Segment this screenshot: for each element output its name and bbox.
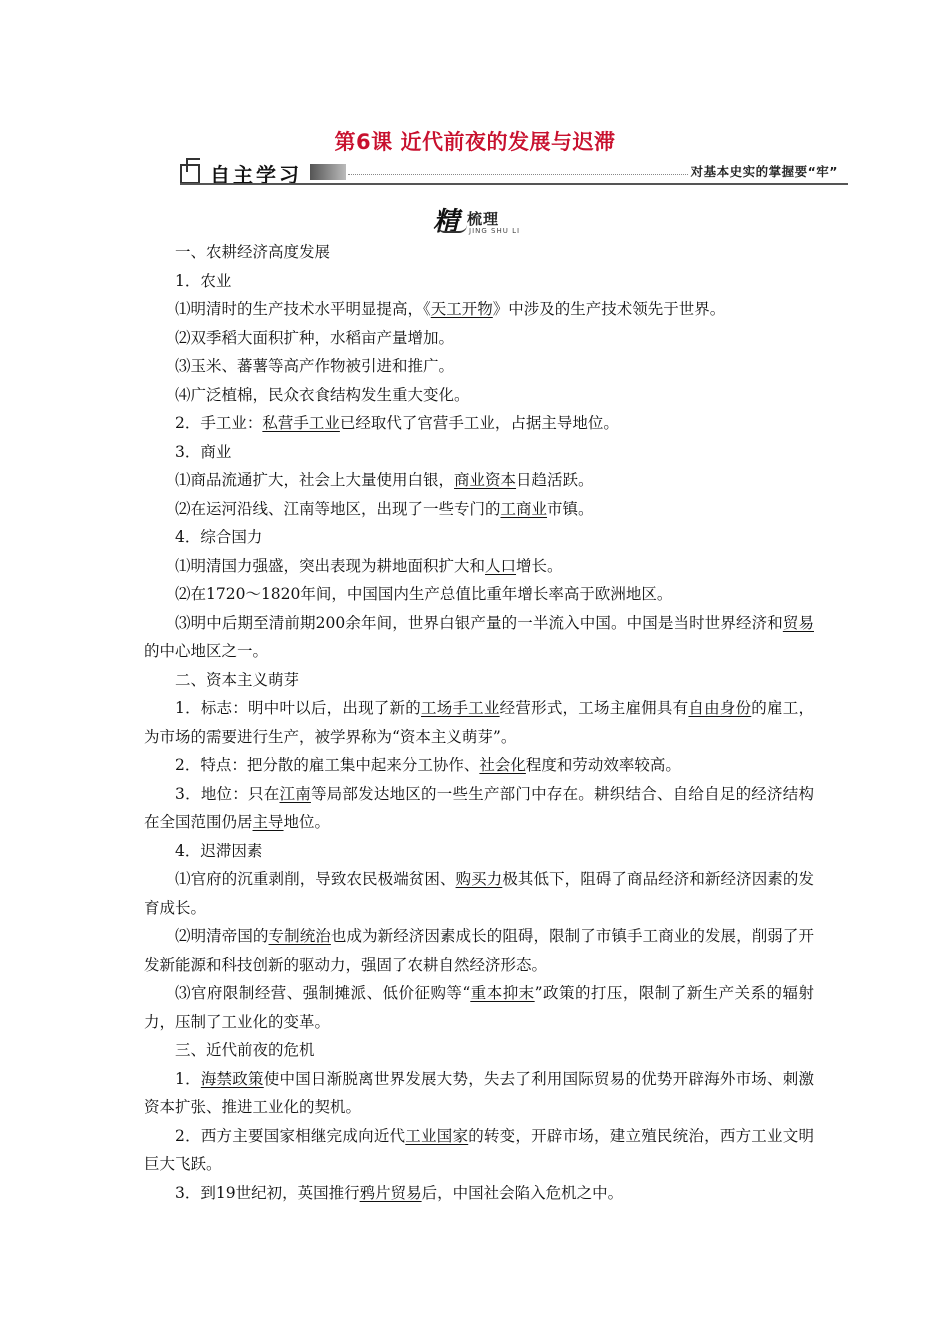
paragraph — [144, 922, 814, 979]
underlined-keyword: 人口 — [485, 556, 517, 575]
section-banner — [180, 158, 848, 186]
paragraph — [144, 438, 814, 467]
underlined-keyword: 购买力 — [455, 870, 503, 888]
text-run: 4．迟滞因素 — [175, 841, 263, 860]
paragraph — [144, 694, 814, 751]
text-run: 等局部发达地区的一些生产部门中存在。耕织结合、自给自足的经济结构在全国范围仍居 — [144, 784, 814, 831]
text-run: 程度和劳动效率较高。 — [525, 756, 681, 774]
paragraph — [144, 552, 814, 581]
underlined-keyword: 工场手工业 — [421, 699, 500, 717]
text-run: 的转变，开辟市场，建立殖民统治，西方工业文明巨大飞跃。 — [144, 1126, 814, 1173]
text-run: 市镇。 — [547, 499, 594, 518]
text-run: 》中涉及的生产技术领先于世界。 — [492, 300, 726, 318]
paragraph — [144, 495, 814, 524]
text-run: ⑴商品流通扩大，社会上大量使用白银， — [175, 471, 455, 489]
jingshuli-logo — [433, 201, 553, 239]
text-run: 2．特点：把分散的雇工集中起来分工协作、 — [175, 756, 480, 774]
paragraph — [144, 324, 814, 353]
text-run: ”政策的打压，限制了新生产关系的辐射力，压制了工业化的变革。 — [144, 984, 814, 1031]
text-run: ⑴明清国力强盛，突出表现为耕地面积扩大和 — [175, 556, 486, 575]
paragraph — [144, 1065, 814, 1122]
paragraph — [144, 466, 814, 495]
paragraph — [144, 1122, 814, 1179]
text-run: 日趋活跃。 — [516, 471, 594, 489]
underlined-keyword: 天工开物 — [430, 300, 493, 318]
text-run: 三、近代前夜的危机 — [175, 1041, 315, 1059]
text-run: ⑶玉米、蕃薯等高产作物被引进和推广。 — [175, 357, 455, 375]
text-run: ⑵明清帝国的 — [175, 927, 269, 945]
text-run: ⑵双季稻大面积扩种，水稻亩产量增加。 — [175, 328, 455, 347]
text-run: ⑶明中后期至清前期200余年间，世界白银产量的一半流入中国。中国是当时世界经济和 — [175, 613, 783, 632]
text-run: ⑷广泛植棉，民众衣食结构发生重大变化。 — [175, 385, 470, 404]
text-run: 使中国日渐脱离世界发展大势，失去了利用国际贸易的优势开辟海外市场、刺激资本扩张、推进工业化的契机。 — [144, 1069, 814, 1116]
paragraph — [144, 837, 814, 866]
underlined-keyword: 海禁政策 — [200, 1069, 264, 1088]
paragraph — [144, 1179, 814, 1208]
text-run: 的中心地区之一。 — [144, 642, 269, 660]
text-run: 增长。 — [516, 556, 563, 575]
text-run: 4．综合国力 — [175, 528, 263, 546]
paragraph — [144, 666, 814, 695]
paragraph — [144, 751, 814, 780]
square-outline-icon — [186, 158, 200, 172]
logo-pinyin: JING SHU LI — [469, 227, 521, 235]
paragraph — [144, 979, 814, 1036]
text-run: 一、农耕经济高度发展 — [175, 243, 331, 261]
paragraph — [144, 267, 814, 296]
text-run: ⑵在运河沿线、江南等地区，出现了一些专门的 — [175, 499, 501, 518]
text-run: 3．地位：只在 — [175, 784, 280, 803]
text-run: ⑶官府限制经营、强制摊派、低价征购等“ — [175, 984, 471, 1002]
logo-big-char: 精 — [433, 207, 460, 237]
section-motto: 对基本史实的掌握要“牢” — [690, 164, 838, 179]
paragraph — [144, 409, 814, 438]
text-run: 2．西方主要国家相继完成向近代 — [175, 1126, 406, 1145]
underlined-keyword: 主导 — [252, 813, 284, 831]
banner-rule — [180, 183, 848, 185]
paragraph — [144, 780, 814, 837]
paragraph — [144, 1036, 814, 1065]
underlined-keyword: 鸦片贸易 — [359, 1183, 422, 1202]
paragraph — [144, 381, 814, 410]
underlined-keyword: 商业资本 — [454, 471, 517, 489]
paragraph — [144, 352, 814, 381]
paragraph — [144, 865, 814, 922]
underlined-keyword: 工业国家 — [405, 1126, 469, 1145]
underlined-keyword: 专制统治 — [268, 927, 331, 945]
text-run: 地位。 — [283, 813, 331, 831]
underlined-keyword: 江南 — [279, 784, 311, 803]
underlined-keyword: 工商业 — [500, 499, 548, 518]
paragraph — [144, 523, 814, 552]
text-run: 3．商业 — [175, 442, 232, 461]
text-run: 的雇工，为市场的需要进行生产，被学界称为“资本主义萌芽”。 — [144, 699, 814, 746]
text-run: 也成为新经济因素成长的阻碍，限制了市镇手工商业的发展，削弱了开发新能源和科技创新的驱动力，强固了农耕自然经济形态。 — [144, 927, 814, 974]
brush-swoosh-icon — [437, 225, 467, 233]
dotted-divider — [348, 174, 688, 175]
text-run: 1．标志：明中叶以后，出现了新的 — [175, 699, 421, 717]
text-run: 经营形式，工场主雇佣具有 — [499, 699, 689, 717]
underlined-keyword: 贸易 — [782, 613, 814, 632]
document-body — [144, 238, 814, 1207]
text-run: 3．到19世纪初，英国推行 — [175, 1183, 360, 1202]
underlined-keyword: 自由身份 — [688, 699, 752, 717]
gradient-bar — [310, 164, 346, 180]
text-run: ⑴明清时的生产技术水平明显提高，《 — [175, 300, 431, 318]
text-run: 1．农业 — [175, 271, 232, 290]
underlined-keyword: 私营手工业 — [262, 414, 340, 432]
text-run: ⑴官府的沉重剥削，导致农民极端贫困、 — [175, 870, 456, 888]
section-heading: 自主学习 — [210, 163, 302, 187]
paragraph — [144, 238, 814, 267]
text-run: 二、资本主义萌芽 — [175, 670, 300, 689]
underlined-keyword: 重本抑末 — [470, 984, 535, 1002]
text-run: ⑵在1720～1820年间，中国国内生产总值比重年增长率高于欧洲地区。 — [175, 585, 673, 603]
logo-text: 梳理 — [467, 210, 500, 228]
underlined-keyword: 社会化 — [479, 756, 526, 774]
text-run: 已经取代了官营手工业，占据主导地位。 — [339, 414, 619, 432]
text-run: 1． — [175, 1069, 201, 1088]
text-run: 后，中国社会陷入危机之中。 — [421, 1183, 624, 1202]
text-run: 极其低下，阻碍了商品经济和新经济因素的发育成长。 — [144, 870, 814, 917]
paragraph — [144, 609, 814, 666]
lesson-title: 第6课 近代前夜的发展与迟滞 — [334, 130, 616, 154]
text-run: 2．手工业： — [175, 414, 263, 432]
paragraph — [144, 580, 814, 609]
paragraph — [144, 295, 814, 324]
